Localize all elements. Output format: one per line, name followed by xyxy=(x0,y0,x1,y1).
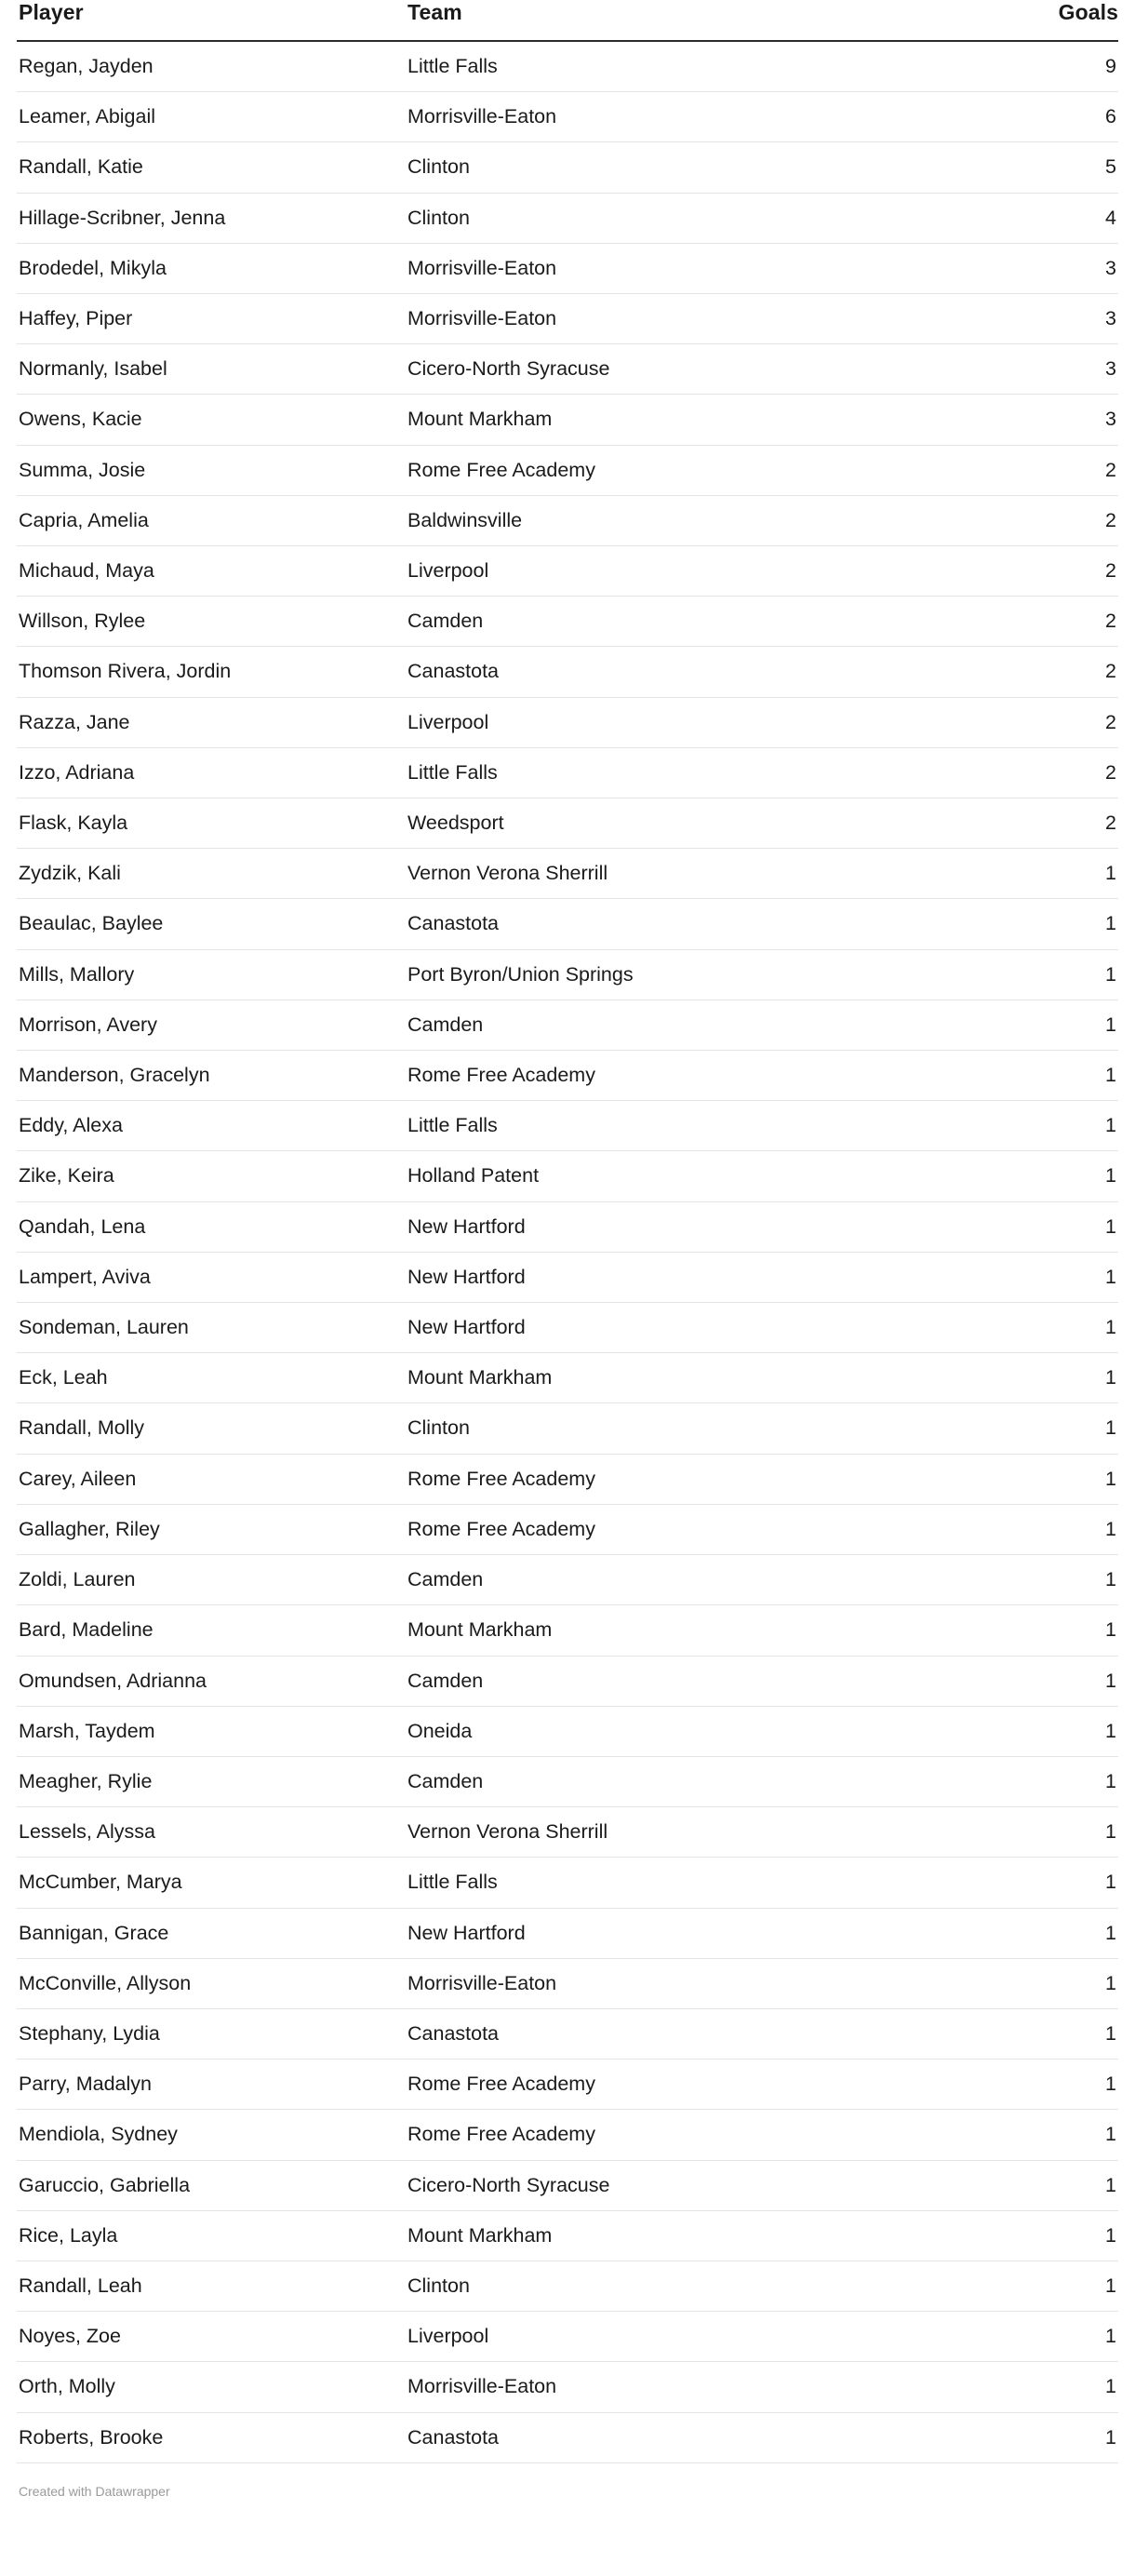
cell-player: Bard, Madeline xyxy=(17,1605,407,1656)
cell-goals: 1 xyxy=(928,2261,1118,2311)
cell-team: Canastota xyxy=(407,2412,928,2462)
cell-player: Brodedel, Mikyla xyxy=(17,243,407,293)
table-row xyxy=(17,1756,1118,1806)
cell-team: Camden xyxy=(407,1756,928,1806)
cell-goals: 1 xyxy=(928,1807,1118,1858)
cell-player: Meagher, Rylie xyxy=(17,1756,407,1806)
cell-player: Izzo, Adriana xyxy=(17,747,407,798)
cell-team: Clinton xyxy=(407,2261,928,2311)
cell-team: Morrisville-Eaton xyxy=(407,2362,928,2412)
cell-goals: 1 xyxy=(928,1252,1118,1302)
cell-team: Camden xyxy=(407,1000,928,1050)
cell-player: Orth, Molly xyxy=(17,2362,407,2412)
cell-goals: 4 xyxy=(928,193,1118,243)
table-row xyxy=(17,92,1118,142)
table-row xyxy=(17,2412,1118,2462)
cell-player: Lampert, Aviva xyxy=(17,1252,407,1302)
cell-player: Zoldi, Lauren xyxy=(17,1555,407,1605)
cell-goals: 1 xyxy=(928,1908,1118,1958)
table-body xyxy=(17,41,1118,2462)
cell-goals: 1 xyxy=(928,2362,1118,2412)
cell-goals: 9 xyxy=(928,41,1118,92)
cell-team: New Hartford xyxy=(407,1908,928,1958)
cell-team: Little Falls xyxy=(407,41,928,92)
table-row xyxy=(17,2059,1118,2110)
cell-goals: 1 xyxy=(928,1051,1118,1101)
cell-goals: 1 xyxy=(928,2160,1118,2210)
cell-goals: 1 xyxy=(928,1858,1118,1908)
table-row xyxy=(17,2362,1118,2412)
cell-team: Vernon Verona Sherrill xyxy=(407,849,928,899)
table-header xyxy=(17,0,1118,41)
cell-team: Cicero-North Syracuse xyxy=(407,344,928,395)
cell-player: Eddy, Alexa xyxy=(17,1101,407,1151)
cell-player: Zydzik, Kali xyxy=(17,849,407,899)
table-row xyxy=(17,1504,1118,1554)
cell-goals: 1 xyxy=(928,1756,1118,1806)
cell-player: Rice, Layla xyxy=(17,2210,407,2261)
cell-goals: 1 xyxy=(928,1504,1118,1554)
cell-team: Clinton xyxy=(407,1403,928,1454)
cell-team: Rome Free Academy xyxy=(407,2110,928,2160)
cell-team: Camden xyxy=(407,1555,928,1605)
cell-team: New Hartford xyxy=(407,1303,928,1353)
cell-goals: 2 xyxy=(928,495,1118,545)
cell-player: McCumber, Marya xyxy=(17,1858,407,1908)
table-row xyxy=(17,697,1118,747)
table-row xyxy=(17,2210,1118,2261)
goals-leaders-table xyxy=(17,0,1118,2463)
cell-player: Michaud, Maya xyxy=(17,546,407,597)
cell-team: Holland Patent xyxy=(407,1151,928,1201)
cell-player: Owens, Kacie xyxy=(17,395,407,445)
table-row xyxy=(17,849,1118,899)
cell-team: Oneida xyxy=(407,1706,928,1756)
cell-goals: 2 xyxy=(928,597,1118,647)
cell-team: Camden xyxy=(407,597,928,647)
cell-goals: 1 xyxy=(928,2412,1118,2462)
cell-goals: 1 xyxy=(928,1555,1118,1605)
cell-team: Morrisville-Eaton xyxy=(407,294,928,344)
cell-team: Vernon Verona Sherrill xyxy=(407,1807,928,1858)
cell-team: Rome Free Academy xyxy=(407,1504,928,1554)
cell-goals: 1 xyxy=(928,2312,1118,2362)
table-row xyxy=(17,546,1118,597)
cell-player: Manderson, Gracelyn xyxy=(17,1051,407,1101)
table-row xyxy=(17,1353,1118,1403)
cell-team: Cicero-North Syracuse xyxy=(407,2160,928,2210)
cell-player: Mendiola, Sydney xyxy=(17,2110,407,2160)
cell-goals: 3 xyxy=(928,344,1118,395)
table-row xyxy=(17,495,1118,545)
table-row xyxy=(17,1807,1118,1858)
table-row xyxy=(17,142,1118,193)
cell-goals: 2 xyxy=(928,697,1118,747)
cell-player: Garuccio, Gabriella xyxy=(17,2160,407,2210)
cell-team: Baldwinsville xyxy=(407,495,928,545)
table-row xyxy=(17,647,1118,697)
table-row xyxy=(17,1908,1118,1958)
cell-team: Little Falls xyxy=(407,1101,928,1151)
table-row xyxy=(17,1151,1118,1201)
cell-goals: 3 xyxy=(928,395,1118,445)
cell-player: Mills, Mallory xyxy=(17,949,407,1000)
cell-team: Rome Free Academy xyxy=(407,1051,928,1101)
cell-team: Port Byron/Union Springs xyxy=(407,949,928,1000)
table-row xyxy=(17,1454,1118,1504)
cell-team: Mount Markham xyxy=(407,1353,928,1403)
table-row xyxy=(17,1958,1118,2008)
cell-player: Capria, Amelia xyxy=(17,495,407,545)
cell-goals: 6 xyxy=(928,92,1118,142)
table-row xyxy=(17,294,1118,344)
cell-team: Rome Free Academy xyxy=(407,445,928,495)
table-row xyxy=(17,1656,1118,1706)
column-header-team[interactable]: Team xyxy=(407,0,928,41)
table-row xyxy=(17,445,1118,495)
cell-team: New Hartford xyxy=(407,1252,928,1302)
cell-team: Canastota xyxy=(407,2008,928,2059)
table-row xyxy=(17,2008,1118,2059)
table-row xyxy=(17,1555,1118,1605)
cell-goals: 1 xyxy=(928,1605,1118,1656)
cell-team: Canastota xyxy=(407,899,928,949)
cell-team: Clinton xyxy=(407,193,928,243)
cell-player: Leamer, Abigail xyxy=(17,92,407,142)
cell-goals: 1 xyxy=(928,1454,1118,1504)
cell-player: Zike, Keira xyxy=(17,1151,407,1201)
cell-team: Mount Markham xyxy=(407,395,928,445)
table-row xyxy=(17,344,1118,395)
cell-goals: 1 xyxy=(928,899,1118,949)
cell-team: Morrisville-Eaton xyxy=(407,1958,928,2008)
cell-player: Randall, Molly xyxy=(17,1403,407,1454)
cell-team: Morrisville-Eaton xyxy=(407,243,928,293)
cell-goals: 1 xyxy=(928,1151,1118,1201)
cell-goals: 3 xyxy=(928,243,1118,293)
cell-player: Roberts, Brooke xyxy=(17,2412,407,2462)
cell-team: Clinton xyxy=(407,142,928,193)
table-row xyxy=(17,747,1118,798)
cell-player: Gallagher, Riley xyxy=(17,1504,407,1554)
cell-goals: 1 xyxy=(928,1101,1118,1151)
table-row xyxy=(17,2160,1118,2210)
cell-player: Summa, Josie xyxy=(17,445,407,495)
cell-team: Rome Free Academy xyxy=(407,2059,928,2110)
cell-goals: 1 xyxy=(928,1201,1118,1252)
cell-goals: 1 xyxy=(928,1353,1118,1403)
cell-goals: 3 xyxy=(928,294,1118,344)
cell-team: Little Falls xyxy=(407,747,928,798)
cell-player: Lessels, Alyssa xyxy=(17,1807,407,1858)
cell-team: Mount Markham xyxy=(407,1605,928,1656)
table-row xyxy=(17,798,1118,849)
cell-team: Rome Free Academy xyxy=(407,1454,928,1504)
cell-goals: 1 xyxy=(928,2059,1118,2110)
cell-player: Haffey, Piper xyxy=(17,294,407,344)
cell-player: Carey, Aileen xyxy=(17,1454,407,1504)
cell-goals: 1 xyxy=(928,2210,1118,2261)
cell-goals: 2 xyxy=(928,647,1118,697)
column-header-player[interactable]: Player xyxy=(17,0,407,41)
cell-team: Little Falls xyxy=(407,1858,928,1908)
cell-goals: 1 xyxy=(928,1656,1118,1706)
cell-player: Parry, Madalyn xyxy=(17,2059,407,2110)
cell-goals: 2 xyxy=(928,798,1118,849)
table-row xyxy=(17,243,1118,293)
cell-team: Liverpool xyxy=(407,2312,928,2362)
cell-player: Qandah, Lena xyxy=(17,1201,407,1252)
cell-player: Hillage-Scribner, Jenna xyxy=(17,193,407,243)
cell-player: Thomson Rivera, Jordin xyxy=(17,647,407,697)
cell-player: Marsh, Taydem xyxy=(17,1706,407,1756)
cell-player: Stephany, Lydia xyxy=(17,2008,407,2059)
table-row xyxy=(17,193,1118,243)
cell-goals: 2 xyxy=(928,445,1118,495)
cell-player: Razza, Jane xyxy=(17,697,407,747)
cell-player: McConville, Allyson xyxy=(17,1958,407,2008)
cell-player: Sondeman, Lauren xyxy=(17,1303,407,1353)
cell-player: Beaulac, Baylee xyxy=(17,899,407,949)
cell-goals: 1 xyxy=(928,1403,1118,1454)
table-row xyxy=(17,1000,1118,1050)
table-row xyxy=(17,1858,1118,1908)
table-row xyxy=(17,1605,1118,1656)
cell-player: Bannigan, Grace xyxy=(17,1908,407,1958)
cell-player: Randall, Katie xyxy=(17,142,407,193)
table-row xyxy=(17,949,1118,1000)
cell-player: Flask, Kayla xyxy=(17,798,407,849)
cell-player: Noyes, Zoe xyxy=(17,2312,407,2362)
table-row xyxy=(17,1051,1118,1101)
table-row xyxy=(17,2261,1118,2311)
cell-player: Normanly, Isabel xyxy=(17,344,407,395)
table-row xyxy=(17,1706,1118,1756)
cell-team: Mount Markham xyxy=(407,2210,928,2261)
cell-team: New Hartford xyxy=(407,1201,928,1252)
cell-player: Regan, Jayden xyxy=(17,41,407,92)
table-row xyxy=(17,899,1118,949)
table-row xyxy=(17,2312,1118,2362)
table-row xyxy=(17,1303,1118,1353)
table-header-row xyxy=(17,0,1118,41)
table-row xyxy=(17,1252,1118,1302)
cell-goals: 1 xyxy=(928,1303,1118,1353)
datawrapper-credit[interactable]: Created with Datawrapper xyxy=(19,2483,170,2499)
cell-goals: 1 xyxy=(928,1000,1118,1050)
cell-goals: 2 xyxy=(928,546,1118,597)
cell-goals: 2 xyxy=(928,747,1118,798)
cell-player: Omundsen, Adrianna xyxy=(17,1656,407,1706)
cell-team: Liverpool xyxy=(407,697,928,747)
cell-goals: 1 xyxy=(928,849,1118,899)
cell-player: Willson, Rylee xyxy=(17,597,407,647)
cell-player: Randall, Leah xyxy=(17,2261,407,2311)
table-row xyxy=(17,41,1118,92)
table-row xyxy=(17,2110,1118,2160)
cell-goals: 5 xyxy=(928,142,1118,193)
cell-goals: 1 xyxy=(928,1958,1118,2008)
table-row xyxy=(17,1201,1118,1252)
column-header-goals[interactable]: Goals xyxy=(928,0,1118,41)
cell-team: Canastota xyxy=(407,647,928,697)
table-row xyxy=(17,395,1118,445)
cell-team: Weedsport xyxy=(407,798,928,849)
cell-player: Eck, Leah xyxy=(17,1353,407,1403)
cell-goals: 1 xyxy=(928,1706,1118,1756)
table-row xyxy=(17,1101,1118,1151)
cell-team: Liverpool xyxy=(407,546,928,597)
cell-team: Morrisville-Eaton xyxy=(407,92,928,142)
cell-team: Camden xyxy=(407,1656,928,1706)
cell-goals: 1 xyxy=(928,2008,1118,2059)
cell-player: Morrison, Avery xyxy=(17,1000,407,1050)
cell-goals: 1 xyxy=(928,949,1118,1000)
cell-goals: 1 xyxy=(928,2110,1118,2160)
table-row xyxy=(17,1403,1118,1454)
table-row xyxy=(17,597,1118,647)
